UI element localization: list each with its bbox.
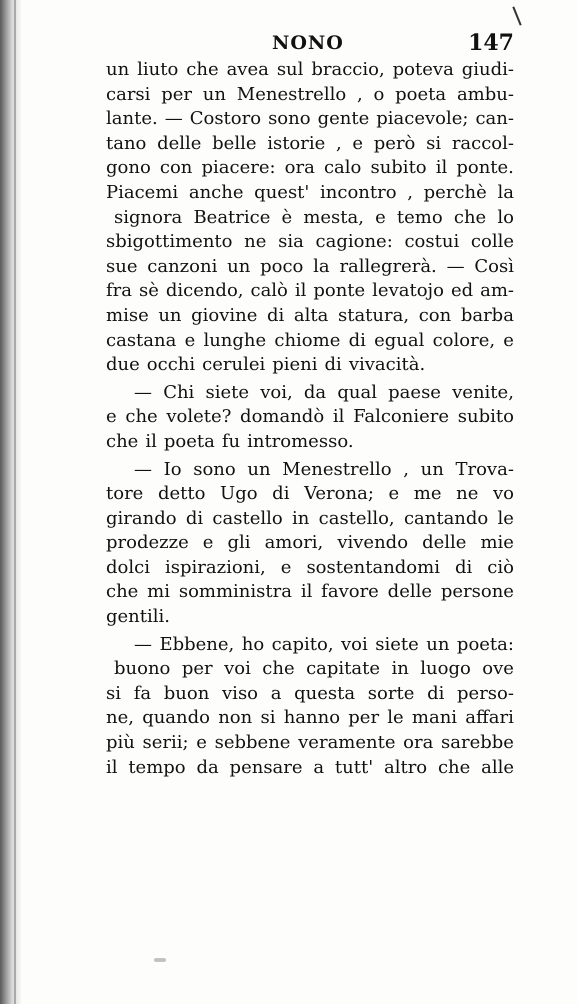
text-line: sbigottimento ne sia cagione: costui colle bbox=[106, 231, 514, 253]
text-line: si fa buon viso a questa sorte di perso- bbox=[106, 682, 514, 704]
text-line: — Io sono un Menestrello , un Trova- bbox=[134, 458, 514, 480]
text-line: dolci ispirazioni, e sostentandomi di ciò bbox=[106, 556, 514, 578]
text-line: sue canzoni un poco la rallegrerà. — Così bbox=[106, 255, 514, 277]
text-line: che il poeta fu intromesso. bbox=[106, 430, 354, 452]
text-line: che mi somministra il favore delle persone bbox=[106, 581, 514, 603]
page-edge-shadow bbox=[0, 0, 22, 1004]
text-line: gentili. bbox=[106, 606, 170, 628]
text-line: due occhi cerulei pieni di vivacità. bbox=[106, 354, 426, 376]
page-edge-line bbox=[14, 0, 16, 1004]
text-line: tano delle belle istorie , e però si raccol- bbox=[106, 132, 514, 154]
corner-mark bbox=[512, 6, 521, 25]
text-line: carsi per un Menestrello , o poeta ambu- bbox=[106, 83, 514, 105]
text-line: signora Beatrice è mesta, e temo che lo bbox=[114, 206, 514, 228]
text-line: ne, quando non si hanno per le mani affari bbox=[106, 707, 514, 729]
running-header bbox=[106, 30, 516, 60]
text-line: mise un giovine di alta statura, con barba bbox=[106, 304, 514, 326]
text-line: castana e lunghe chiome di egual colore, e bbox=[106, 329, 514, 351]
text-line: — Chi siete voi, da qual paese venite, bbox=[134, 381, 514, 403]
text-line: tore detto Ugo di Verona; e me ne vo bbox=[106, 483, 514, 505]
text-line: lante. — Costoro sono gente piacevole; can- bbox=[106, 108, 514, 130]
text-line: gono con piacere: ora calo subito il ponte. bbox=[106, 157, 514, 179]
text-line: buono per voi che capitate in luogo ove bbox=[114, 658, 514, 680]
text-line: prodezze e gli amori, vivendo delle mie bbox=[106, 532, 514, 554]
text-line: girando di castello in castello, cantando le bbox=[106, 507, 514, 529]
text-line: — Ebbene, ho capito, voi siete un poeta: bbox=[134, 633, 514, 655]
text-line: e che volete? domandò il Falconiere subito bbox=[106, 406, 514, 428]
text-line: più serii; e sebbene veramente ora sarebbe bbox=[106, 732, 514, 754]
text-line: fra sè dicendo, calò il ponte levatojo ed am- bbox=[106, 280, 514, 302]
text-line: un liuto che avea sul braccio, poteva giudi- bbox=[106, 59, 514, 80]
text-line: il tempo da pensare a tutt' altro che alle bbox=[106, 756, 514, 778]
running-title: NONO bbox=[272, 32, 344, 54]
body-text bbox=[106, 58, 514, 780]
ink-smudge bbox=[154, 958, 166, 962]
text-line: Piacemi anche quest' incontro , perchè la bbox=[106, 181, 514, 203]
page-number: 147 bbox=[468, 30, 514, 56]
